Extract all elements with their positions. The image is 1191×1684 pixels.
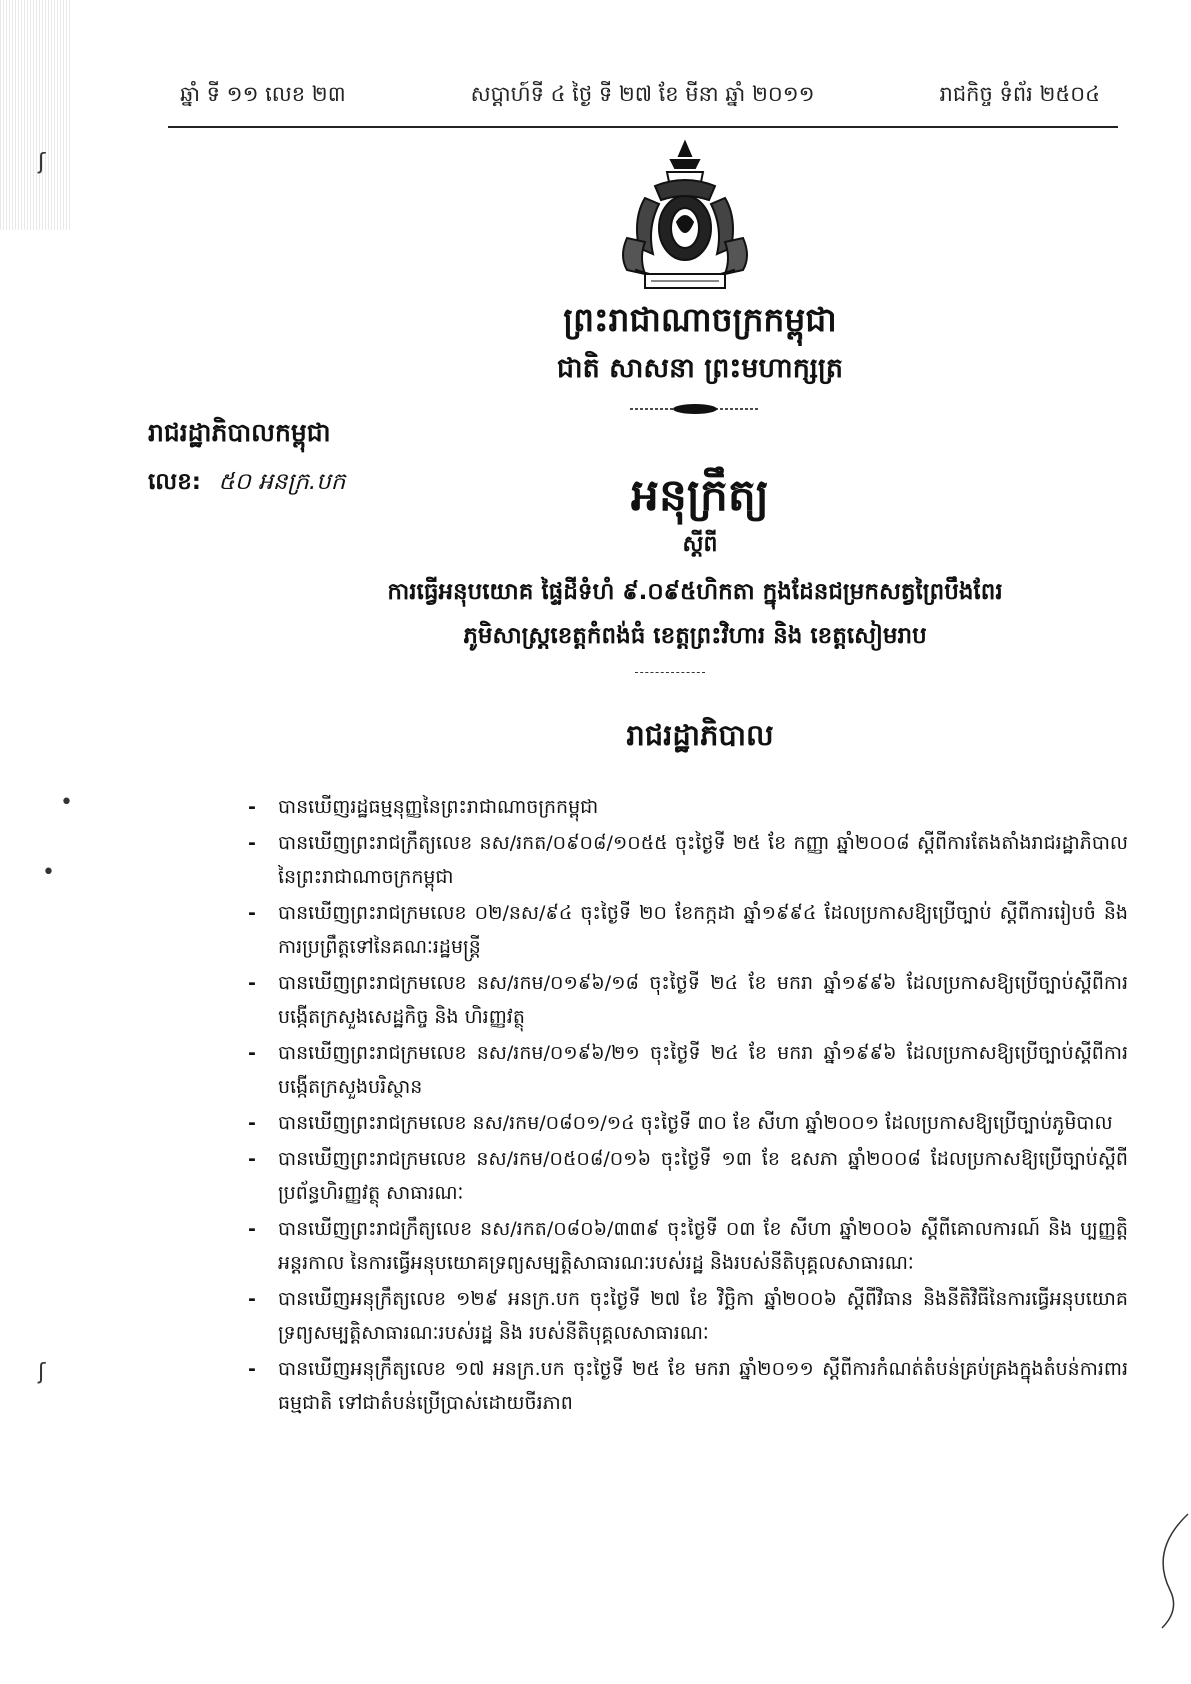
subject-line: ការធ្វើអនុបយោគ ផ្ទៃដីទំហំ ៩.០៩៥ហិកតា ក្នុងដែនជម្រកសត្វព្រៃបឹងពែរ	[387, 579, 1003, 605]
ornament-divider-icon	[630, 402, 760, 416]
document-subject	[250, 570, 1140, 658]
subject-divider	[635, 672, 705, 673]
margin-mark-icon: ʃ	[38, 1360, 46, 1385]
issuer-heading: រាជរដ្ឋាភិបាល	[626, 718, 774, 752]
gazette-header	[180, 78, 1100, 114]
document-number-value: ៥០ អនក្រ.បក	[218, 469, 346, 495]
bullet-dash-icon: -	[248, 1288, 256, 1310]
recital-text: បានឃើញព្រះរាជក្រមលេខ នស/រកម/០៥០៨/០១៦ ចុះថ្ងៃទី ១៣ ខែ ឧសភា ឆ្នាំ២០០៨ ដែលប្រកាសឱ្យប្រើច្បាប់ស្តីពីប្រព័ន្ធហិរញ្ញវត្ថុ សាធារណៈ	[278, 1148, 1128, 1204]
header-issue-number: ឆ្នាំ ទី ១១ លេខ ២៣	[180, 81, 346, 106]
recital-item	[248, 1352, 1128, 1420]
scan-edge-noise	[0, 0, 70, 230]
document-number-label: លេខ:	[148, 469, 201, 495]
government-name: រាជរដ្ឋាភិបាលកម្ពុជា	[148, 418, 331, 447]
recital-item	[248, 790, 1128, 824]
recital-item	[248, 1212, 1128, 1280]
margin-mark-icon: ʃ	[38, 150, 46, 175]
recital-item	[248, 966, 1128, 1034]
bullet-dash-icon: -	[248, 902, 256, 924]
recital-text: បានឃើញព្រះរាជក្រឹត្យលេខ នស/រកត/០៩០៨/១០៥៥ ចុះថ្ងៃទី ២៥ ខែ កញ្ញា ឆ្នាំ២០០៨ ស្តីពីការតែងតាំងរាជរដ្ឋាភិបាល នៃព្រះរាជាណាចក្រកម្ពុជា	[278, 832, 1128, 888]
recital-text: បានឃើញអនុក្រឹត្យលេខ ១២៩ អនក្រ.បក ចុះថ្ងៃទី ២៧ ខែ វិច្ឆិកា ឆ្នាំ២០០៦ ស្តីពីវិធាន និងនីតិវិធីនៃការធ្វើអនុបយោគទ្រព្យសម្បត្តិសាធារណៈរបស់រដ្ឋ និង របស់នីតិបុគ្គលសាធារណៈ	[278, 1288, 1128, 1344]
recital-item	[248, 1106, 1128, 1140]
recital-item	[248, 826, 1128, 894]
recital-item	[248, 1282, 1128, 1350]
kingdom-title: ព្រះរាជាណាចក្រកម្ពុជា	[563, 300, 837, 339]
recital-item	[248, 1142, 1128, 1210]
recital-text: បានឃើញព្រះរាជក្រមលេខ នស/រកម/០៨០១/១៤ ចុះថ្ងៃទី ៣០ ខែ សីហា ឆ្នាំ២០០១ ដែលប្រកាសឱ្យប្រើច្បាប់ភូមិបាល	[278, 1112, 1113, 1134]
recital-text: បានឃើញព្រះរាជក្រឹត្យលេខ នស/រកត/០៨០៦/៣៣៩ ចុះថ្ងៃទី ០៣ ខែ សីហា ឆ្នាំ២០០៦ ស្តីពីគោលការណ៍ និង ប្បញ្ញត្តិអន្តរកាល នៃការធ្វើអនុបយោគទ្រព្យសម្បត្តិសាធារណៈរបស់រដ្ឋ និងរបស់នីតិបុគ្គលសាធារណៈ	[278, 1218, 1128, 1274]
header-rule	[168, 126, 1118, 128]
recital-item	[248, 896, 1128, 964]
subject-line: ភូមិសាស្ត្រខេត្តកំពង់ធំ ខេត្តព្រះវិហារ និង ខេត្តសៀមរាប	[463, 623, 927, 649]
recital-text: បានឃើញព្រះរាជក្រមលេខ នស/រកម/០១៩៦/២១ ចុះថ្ងៃទី ២៤ ខែ មករា ឆ្នាំ១៩៩៦ ដែលប្រកាសឱ្យប្រើច្បាប់ស្តីពីការបង្កើតក្រសួងបរិស្ថាន	[278, 1042, 1128, 1098]
margin-dot-icon: •	[42, 860, 55, 885]
header-date: សប្តាហ៍ទី ៤ ថ្ងៃ ទី ២៧ ខែ មីនា ឆ្នាំ ២០១១	[470, 81, 815, 106]
bullet-dash-icon: -	[248, 1218, 256, 1240]
bullet-dash-icon: -	[248, 1358, 256, 1380]
bullet-dash-icon: -	[248, 796, 256, 818]
recital-text: បានឃើញរដ្ឋធម្មនុញ្ញនៃព្រះរាជាណាចក្រកម្ពុជា	[278, 796, 599, 818]
recital-text: បានឃើញព្រះរាជក្រមលេខ នស/រកម/០១៩៦/១៨ ចុះថ្ងៃទី ២៤ ខែ មករា ឆ្នាំ១៩៩៦ ដែលប្រកាសឱ្យប្រើច្បាប់ស្តីពីការបង្កើតក្រសួងសេដ្ឋកិច្ច និង ហិរញ្ញវត្ថុ	[278, 972, 1128, 1028]
margin-dot-icon: •	[60, 790, 73, 815]
bullet-dash-icon: -	[248, 1148, 256, 1170]
pen-stroke-icon	[1140, 1510, 1190, 1630]
recital-list	[248, 790, 1128, 1422]
header-page-number: រាជកិច្ច ទំព័រ ២៥០៤	[939, 81, 1100, 106]
bullet-dash-icon: -	[248, 1112, 256, 1134]
bullet-dash-icon: -	[248, 1042, 256, 1064]
recital-item	[248, 1036, 1128, 1104]
document-concerning: ស្តីពី	[682, 532, 718, 557]
royal-coat-of-arms-icon	[605, 138, 765, 293]
recital-text: បានឃើញអនុក្រឹត្យលេខ ១៧ អនក្រ.បក ចុះថ្ងៃទី ២៥ ខែ មករា ឆ្នាំ២០១១ ស្តីពីការកំណត់តំបន់គ្រប់គ្រងក្នុងតំបន់ការពារធម្មជាតិ ទៅជាតំបន់ប្រើប្រាស់ដោយចីរភាព	[278, 1358, 1128, 1414]
national-motto: ជាតិ សាសនា ព្រះមហាក្សត្រ	[556, 353, 844, 384]
recital-text: បានឃើញព្រះរាជក្រមលេខ ០២/នស/៩៤ ចុះថ្ងៃទី ២០ ខែកក្កដា ឆ្នាំ១៩៩៤ ដែលប្រកាសឱ្យប្រើច្បាប់ ស្តីពីការរៀបចំ និង ការប្រព្រឹត្តទៅនៃគណៈរដ្ឋមន្ត្រី	[278, 902, 1128, 958]
bullet-dash-icon: -	[248, 972, 256, 994]
bullet-dash-icon: -	[248, 832, 256, 854]
document-type-title: អនុក្រឹត្យ	[631, 470, 769, 521]
